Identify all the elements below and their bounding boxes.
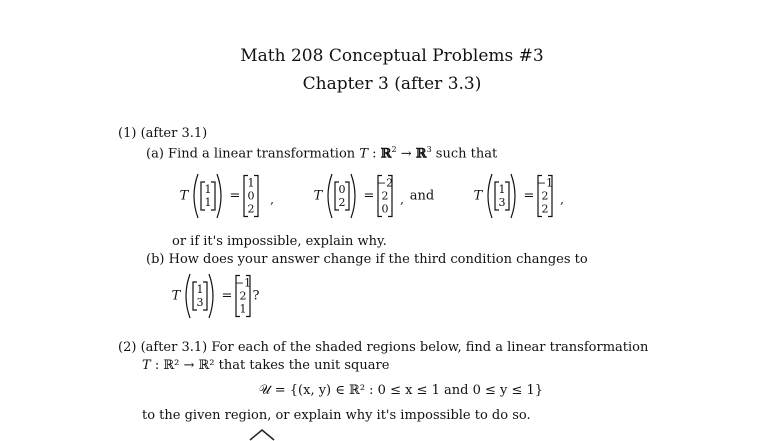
problem-2-map-symbol: T	[142, 358, 151, 373]
impossible-text: or if it's impossible, explain why.	[172, 234, 387, 249]
condition-3-output-vector-entry: −1	[536, 176, 554, 190]
condition-3-right-paren	[511, 174, 515, 218]
map-symbol: T	[359, 146, 368, 162]
condition-1-comma: ,	[270, 192, 274, 207]
part-b-statement	[146, 252, 588, 267]
condition-4-output-vector-entry: 1	[239, 302, 247, 316]
part-a-text: Find a linear transformation	[168, 146, 356, 162]
condition-2-equals: =	[363, 188, 375, 204]
condition-1-input-vector-entry: 1	[204, 196, 212, 209]
condition-3-output-vector-entry: 2	[541, 189, 549, 203]
condition-2-input-vector-entry: 0	[338, 183, 346, 196]
problem-1-heading	[118, 126, 207, 141]
map-colon: :	[372, 146, 377, 162]
problem-2-line-1	[118, 340, 648, 355]
page-subtitle: Chapter 3 (after 3.3)	[302, 74, 482, 94]
condition-1-input-vector-entry: 1	[204, 183, 212, 196]
condition-4-left-paren	[186, 274, 190, 318]
part-a-statement	[146, 145, 497, 161]
condition-3-input-vector-entry: 1	[498, 183, 506, 196]
conditions-row	[0, 160, 784, 232]
condition-3-equals: =	[523, 188, 535, 204]
unit-square-definition: 𝒰 = {(x, y) ∈ ℝ² : 0 ≤ x ≤ 1 and 0 ≤ y ≤ 1}	[258, 383, 544, 398]
condition-2-right-paren	[351, 174, 355, 218]
problem-2-map: : ℝ² → ℝ²	[154, 358, 215, 373]
condition-3-comma: ,	[560, 192, 564, 207]
condition-4-output-vector-entry: 2	[239, 289, 247, 303]
condition-3-input-vector-entry: 3	[498, 196, 506, 209]
domain-exponent: 2	[391, 145, 397, 154]
problem-2-line-3: to the given region, or explain why it's impossible to do so.	[142, 408, 531, 423]
condition-2-output-vector-entry: −2	[376, 176, 394, 190]
condition-2-map-symbol: T	[313, 188, 323, 204]
condition-4-map-symbol: T	[171, 288, 181, 304]
page-title: Math 208 Conceptual Problems #3	[240, 46, 544, 66]
and-text: and	[409, 188, 435, 204]
problem-2-text-1: (after 3.1) For each of the shaded regions below, find a linear transformation	[140, 340, 649, 355]
condition-4-input-vector-entry: 1	[196, 283, 204, 296]
condition-2-comma: ,	[400, 192, 404, 207]
condition-2-input-vector-entry: 2	[338, 196, 346, 209]
part-a-label: (a)	[146, 146, 164, 162]
condition-2-output-vector-entry: 0	[381, 202, 389, 216]
condition-4-input-vector-entry: 3	[196, 296, 204, 309]
condition-1-map-symbol: T	[179, 188, 189, 204]
condition-3-output-vector-entry: 2	[541, 202, 549, 216]
condition-1-output-vector-right-bracket	[254, 176, 258, 217]
condition-4-equals: =	[221, 288, 233, 304]
condition-2-left-paren	[328, 174, 332, 218]
condition-4-output-vector-entry: −1	[234, 276, 252, 290]
condition-1-output-vector-entry: 1	[247, 176, 255, 190]
problem-2-line-2	[142, 358, 389, 373]
codomain-exponent: 3	[426, 145, 432, 154]
codomain-space: ℝ	[415, 146, 427, 162]
condition-1-equals: =	[229, 188, 241, 204]
condition-4-right-paren	[209, 274, 213, 318]
problem-1-number: (1)	[118, 126, 137, 141]
such-that-text: such that	[435, 146, 498, 162]
condition-4-input-vector-right-bracket	[203, 282, 207, 310]
condition-2-output-vector-entry: 2	[381, 189, 389, 203]
part-b-label: (b)	[146, 252, 165, 267]
region-figure-partial	[244, 428, 280, 441]
condition-3-left-paren	[488, 174, 492, 218]
condition-3-map-symbol: T	[473, 188, 483, 204]
new-condition-row	[0, 266, 784, 328]
condition-3-input-vector-right-bracket	[505, 182, 509, 210]
problem-2-number: (2)	[118, 340, 137, 355]
problem-2-text-2: that takes the unit square	[218, 358, 390, 373]
condition-1-left-paren	[194, 174, 198, 218]
condition-1-input-vector-right-bracket	[211, 182, 215, 210]
condition-1-right-paren	[217, 174, 221, 218]
region-figure-outline	[250, 430, 274, 440]
new-condition-question-mark: ?	[252, 288, 260, 304]
map-arrow: →	[400, 146, 412, 162]
part-b-text: How does your answer change if the third condition changes to	[168, 252, 588, 267]
condition-1-output-vector-entry: 0	[247, 189, 255, 203]
domain-space: ℝ	[380, 146, 392, 162]
condition-2-input-vector-right-bracket	[345, 182, 349, 210]
condition-1-output-vector-entry: 2	[247, 202, 255, 216]
problem-1-section: (after 3.1)	[140, 126, 208, 141]
